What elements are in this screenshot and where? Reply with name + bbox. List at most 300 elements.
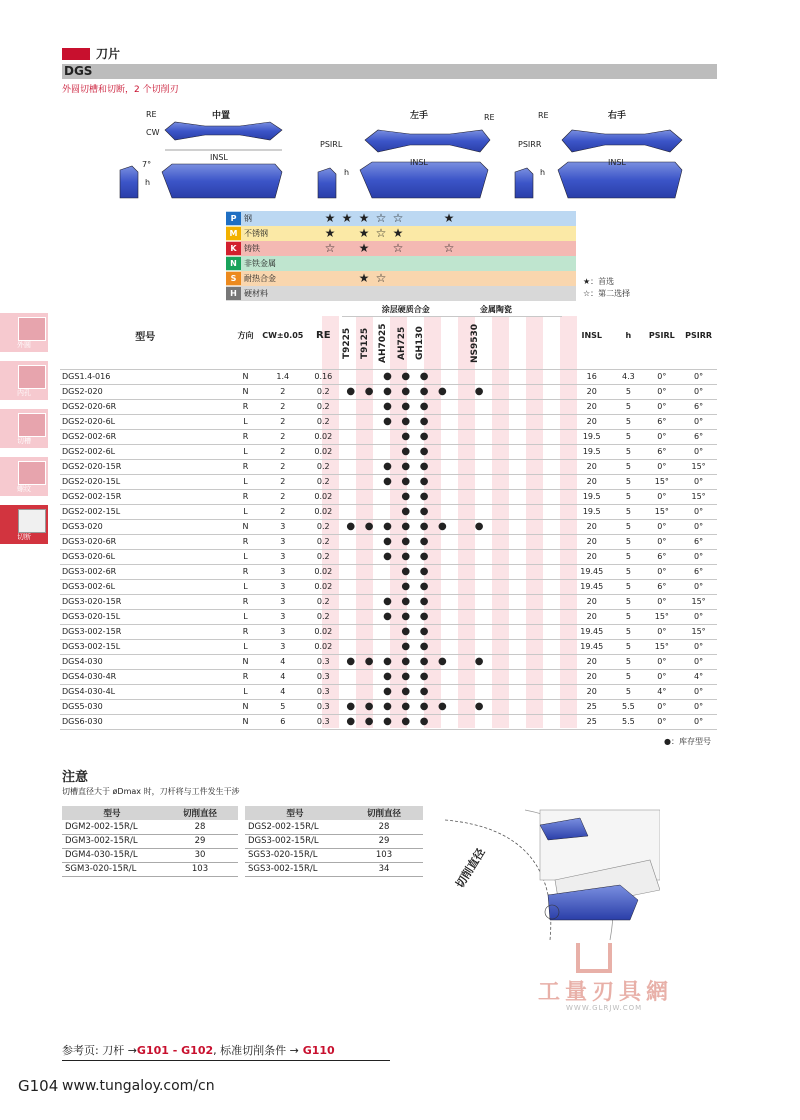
empty-cell [470, 414, 488, 429]
cell-re: 0.2 [305, 414, 342, 429]
cell-insl: 20 [570, 549, 613, 564]
empty-cell [360, 504, 378, 519]
empty-cell [470, 474, 488, 489]
cell-psirl: 15° [644, 639, 681, 654]
empty-cell [342, 414, 360, 429]
empty-cell [360, 579, 378, 594]
cell-psirr: 0° [680, 579, 717, 594]
stock-dot-icon: ● [397, 369, 415, 384]
cell-cw: 2 [261, 384, 305, 399]
sidetab-grooving[interactable]: 切槽 [0, 408, 48, 448]
note-model: DGS2-002-15R/L [245, 820, 345, 834]
cell-re: 0.2 [305, 594, 342, 609]
spacer-cell [562, 654, 571, 669]
cell-cw: 2 [261, 429, 305, 444]
note-row [245, 820, 423, 834]
cell-psirr: 0° [680, 609, 717, 624]
note-title: 注意 [62, 770, 89, 785]
empty-cell [452, 579, 470, 594]
cell-psirl: 0° [644, 384, 681, 399]
empty-cell [507, 669, 525, 684]
empty-cell [452, 519, 470, 534]
empty-cell [360, 369, 378, 384]
cell-model: DGS2-002-15L [60, 504, 230, 519]
cell-dir: R [230, 429, 260, 444]
note-model: DGM3-002-15R/L [62, 834, 162, 848]
cell-psirr: 6° [680, 399, 717, 414]
cell-dir: R [230, 669, 260, 684]
legend-second-choice: ☆：第二选择 [583, 289, 631, 298]
cell-h: 5 [613, 624, 643, 639]
table-row [60, 414, 717, 429]
cell-cw: 3 [261, 579, 305, 594]
legend-stock: ●：库存型号 [664, 737, 711, 746]
empty-cell [488, 669, 506, 684]
cell-psirl: 0° [644, 714, 681, 729]
stock-dot-icon: ● [415, 609, 433, 624]
empty-cell [507, 414, 525, 429]
stock-dot-icon: ● [470, 519, 488, 534]
cell-insl: 20 [570, 474, 613, 489]
empty-cell [488, 504, 506, 519]
cell-psirr: 0° [680, 519, 717, 534]
grade-header [543, 316, 561, 369]
empty-cell [488, 429, 506, 444]
empty-cell [488, 414, 506, 429]
empty-cell [543, 579, 561, 594]
empty-cell [543, 624, 561, 639]
cell-insl: 20 [570, 594, 613, 609]
cell-psirl: 0° [644, 429, 681, 444]
stock-dot-icon: ● [378, 699, 396, 714]
empty-cell [525, 444, 543, 459]
stock-dot-icon: ● [415, 549, 433, 564]
stock-dot-icon: ● [415, 534, 433, 549]
watermark-url: WWW.GLRJW.COM [566, 1004, 643, 1012]
cell-psirl: 0° [644, 489, 681, 504]
cell-dir: N [230, 519, 260, 534]
note-table-left: 型号 切削直径 DGM2-002-15R/L 28 DGM3-002-15R/L 29 DGM4-030-15R/L 30 SGM3-020-15R/L 103 [62, 806, 238, 877]
dim-h-left: h [344, 168, 350, 177]
stock-dot-icon: ● [415, 519, 433, 534]
note-model: SGS3-020-15R/L [245, 848, 345, 862]
cell-re: 0.2 [305, 384, 342, 399]
first-choice-star-icon: ★ [341, 211, 353, 225]
grade-header [342, 316, 360, 369]
empty-cell [433, 414, 451, 429]
empty-cell [543, 384, 561, 399]
cell-re: 0.2 [305, 459, 342, 474]
spacer-cell [562, 384, 571, 399]
spacer-cell [562, 504, 571, 519]
table-row [60, 504, 717, 519]
cell-cw: 2 [261, 504, 305, 519]
cell-cw: 2 [261, 459, 305, 474]
empty-cell [342, 609, 360, 624]
cell-model: DGS2-020 [60, 384, 230, 399]
cell-psirr: 4° [680, 669, 717, 684]
empty-cell [543, 564, 561, 579]
cell-psirl: 4° [644, 684, 681, 699]
empty-cell [543, 669, 561, 684]
note-row [245, 834, 423, 848]
empty-cell [342, 399, 360, 414]
section-title: 刀片 [96, 47, 121, 61]
empty-cell [525, 579, 543, 594]
cell-dir: N [230, 369, 260, 384]
empty-cell [525, 399, 543, 414]
stock-dot-icon: ● [415, 399, 433, 414]
workpiece-code: S [226, 272, 241, 285]
empty-cell [342, 429, 360, 444]
cell-psirr: 15° [680, 489, 717, 504]
empty-cell [543, 429, 561, 444]
spacer-cell [562, 459, 571, 474]
workpiece-name: 非铁金属 [244, 259, 276, 268]
cell-h: 5.5 [613, 714, 643, 729]
note-row [245, 862, 423, 876]
cell-re: 0.3 [305, 654, 342, 669]
empty-cell [433, 444, 451, 459]
spacer-cell [562, 369, 571, 384]
empty-cell [543, 519, 561, 534]
empty-cell [543, 609, 561, 624]
stock-dot-icon: ● [397, 684, 415, 699]
empty-cell [470, 684, 488, 699]
workpiece-code: N [226, 257, 241, 270]
cell-insl: 20 [570, 384, 613, 399]
workpiece-name: 耐热合金 [244, 274, 276, 283]
stock-dot-icon: ● [433, 384, 451, 399]
col-psirr: PSIRR [680, 303, 717, 369]
dim-insl-center: INSL [210, 153, 228, 162]
ref-link-conditions[interactable]: G110 [298, 1044, 335, 1057]
col-re: RE [305, 303, 342, 369]
cell-dir: N [230, 714, 260, 729]
cell-model: DGS3-002-15L [60, 639, 230, 654]
cell-psirl: 0° [644, 699, 681, 714]
cell-model: DGS4-030 [60, 654, 230, 669]
empty-cell [488, 684, 506, 699]
empty-cell [470, 624, 488, 639]
cell-psirr: 0° [680, 639, 717, 654]
cell-h: 5 [613, 549, 643, 564]
note-diameter: 29 [345, 834, 423, 848]
cell-model: DGS3-020-15R [60, 594, 230, 609]
stock-dot-icon: ● [397, 474, 415, 489]
empty-cell [507, 609, 525, 624]
empty-cell [378, 564, 396, 579]
cell-cw: 3 [261, 519, 305, 534]
cell-insl: 19.5 [570, 429, 613, 444]
empty-cell [452, 699, 470, 714]
cell-re: 0.02 [305, 579, 342, 594]
note-table-right: 型号 切削直径 DGS2-002-15R/L 28 DGS3-002-15R/L 29 SGS3-020-15R/L 103 SGS3-002-15R/L 34 [245, 806, 423, 877]
cell-insl: 19.5 [570, 489, 613, 504]
spacer-cell [562, 684, 571, 699]
empty-cell [360, 474, 378, 489]
empty-cell [433, 714, 451, 729]
stock-dot-icon: ● [433, 699, 451, 714]
empty-cell [378, 444, 396, 459]
empty-cell [543, 399, 561, 414]
cell-dir: L [230, 579, 260, 594]
cell-model: DGS3-002-6L [60, 579, 230, 594]
stock-dot-icon: ● [378, 549, 396, 564]
empty-cell [525, 489, 543, 504]
cell-dir: L [230, 609, 260, 624]
cell-h: 5 [613, 429, 643, 444]
dim-cw: CW [146, 128, 160, 137]
cell-h: 5 [613, 639, 643, 654]
grade-name: AH7025 [378, 322, 389, 363]
cell-model: DGS2-020-15L [60, 474, 230, 489]
stock-dot-icon: ● [360, 384, 378, 399]
workpiece-row [226, 286, 576, 301]
cell-h: 5 [613, 579, 643, 594]
spacer-cell [562, 714, 571, 729]
cell-cw: 3 [261, 549, 305, 564]
stock-dot-icon: ● [397, 504, 415, 519]
table-row [60, 654, 717, 669]
second-choice-star-icon: ☆ [375, 211, 387, 225]
empty-cell [488, 399, 506, 414]
empty-cell [378, 504, 396, 519]
stock-dot-icon: ● [415, 684, 433, 699]
grade-name: GH130 [414, 325, 425, 360]
empty-cell [543, 684, 561, 699]
insert-spec-table [60, 303, 717, 730]
empty-cell [543, 639, 561, 654]
site-url[interactable]: www.tungaloy.com/cn [62, 1078, 215, 1094]
second-choice-star-icon: ☆ [392, 211, 404, 225]
cell-psirr: 15° [680, 594, 717, 609]
cell-dir: N [230, 654, 260, 669]
col-model: 型号 [60, 303, 230, 369]
cell-psirr: 0° [680, 714, 717, 729]
cell-h: 5 [613, 474, 643, 489]
cell-psirl: 0° [644, 534, 681, 549]
cell-psirl: 0° [644, 399, 681, 414]
stock-dot-icon: ● [397, 714, 415, 729]
grade-header [452, 316, 470, 369]
cell-cw: 3 [261, 534, 305, 549]
stock-dot-icon: ● [360, 714, 378, 729]
empty-cell [452, 594, 470, 609]
cell-re: 0.02 [305, 429, 342, 444]
threading-icon [18, 461, 46, 485]
cell-insl: 19.45 [570, 639, 613, 654]
sidetab-threading[interactable]: 螺纹 [0, 456, 48, 496]
empty-cell [433, 369, 451, 384]
cell-insl: 20 [570, 534, 613, 549]
cell-psirr: 15° [680, 459, 717, 474]
spacer-cell [562, 519, 571, 534]
cell-psirr: 0° [680, 384, 717, 399]
empty-cell [525, 549, 543, 564]
empty-cell [452, 684, 470, 699]
cell-h: 5 [613, 654, 643, 669]
note-row [62, 834, 238, 848]
empty-cell [470, 564, 488, 579]
empty-cell [525, 369, 543, 384]
stock-dot-icon: ● [415, 414, 433, 429]
empty-cell [433, 684, 451, 699]
empty-cell [507, 384, 525, 399]
cell-re: 0.2 [305, 399, 342, 414]
grooving-icon [18, 413, 46, 437]
note-model: DGM4-030-15R/L [62, 848, 162, 862]
interference-diagram-label: 切削直径 [453, 846, 488, 891]
stock-dot-icon: ● [415, 474, 433, 489]
cell-cw: 3 [261, 639, 305, 654]
stock-dot-icon: ● [397, 579, 415, 594]
grade-header [433, 316, 451, 369]
empty-cell [452, 609, 470, 624]
stock-dot-icon: ● [397, 414, 415, 429]
cell-psirl: 6° [644, 444, 681, 459]
empty-cell [452, 384, 470, 399]
workpiece-name: 硬材料 [244, 289, 268, 298]
first-choice-star-icon: ★ [358, 271, 370, 285]
cell-psirr: 15° [680, 624, 717, 639]
cell-psirl: 0° [644, 459, 681, 474]
stock-dot-icon: ● [342, 654, 360, 669]
workpiece-row [226, 211, 576, 226]
cell-psirr: 0° [680, 549, 717, 564]
cell-cw: 3 [261, 564, 305, 579]
empty-cell [360, 444, 378, 459]
empty-cell [360, 639, 378, 654]
empty-cell [342, 444, 360, 459]
empty-cell [360, 549, 378, 564]
grade-name: NS9530 [469, 322, 480, 363]
ref-link-holders[interactable]: G101 - G102 [136, 1044, 214, 1057]
cell-psirr: 0° [680, 654, 717, 669]
cell-psirr: 6° [680, 534, 717, 549]
cell-psirr: 6° [680, 564, 717, 579]
cell-model: DGS3-002-15R [60, 624, 230, 639]
empty-cell [378, 624, 396, 639]
cell-psirl: 6° [644, 549, 681, 564]
second-choice-star-icon: ☆ [443, 241, 455, 255]
note-diameter: 28 [345, 820, 423, 834]
empty-cell [525, 504, 543, 519]
empty-cell [342, 489, 360, 504]
empty-cell [433, 459, 451, 474]
table-row [60, 549, 717, 564]
stock-dot-icon: ● [360, 654, 378, 669]
empty-cell [470, 429, 488, 444]
dim-re-left: RE [484, 113, 495, 122]
drawing-left-label: 左手 [410, 111, 429, 121]
cell-re: 0.3 [305, 699, 342, 714]
stock-dot-icon: ● [470, 654, 488, 669]
empty-cell [543, 714, 561, 729]
note-diameter: 103 [345, 848, 423, 862]
empty-cell [507, 714, 525, 729]
cell-insl: 25 [570, 714, 613, 729]
note-model: SGM3-020-15R/L [62, 862, 162, 876]
cell-h: 5 [613, 459, 643, 474]
cell-h: 5 [613, 519, 643, 534]
workpiece-row [226, 256, 576, 271]
stock-dot-icon: ● [342, 384, 360, 399]
cell-insl: 19.45 [570, 579, 613, 594]
cell-psirr: 0° [680, 699, 717, 714]
stock-dot-icon: ● [397, 489, 415, 504]
cell-insl: 19.5 [570, 504, 613, 519]
empty-cell [507, 369, 525, 384]
internal-turning-icon [18, 365, 46, 389]
cell-re: 0.02 [305, 624, 342, 639]
sidetab-internal[interactable]: 内孔 [0, 360, 48, 400]
cell-dir: R [230, 459, 260, 474]
empty-cell [433, 564, 451, 579]
note-diameter: 34 [345, 862, 423, 876]
cell-h: 5 [613, 399, 643, 414]
empty-cell [452, 489, 470, 504]
cell-psirr: 0° [680, 369, 717, 384]
cell-re: 0.2 [305, 549, 342, 564]
cell-model: DGS4-030-4L [60, 684, 230, 699]
cell-model: DGS5-030 [60, 699, 230, 714]
stock-dot-icon: ● [397, 699, 415, 714]
dim-psirr: PSIRR [518, 140, 542, 149]
grade-name: T9125 [359, 326, 370, 359]
table-row [60, 369, 717, 384]
stock-dot-icon: ● [397, 564, 415, 579]
cell-model: DGS3-020 [60, 519, 230, 534]
dim-re-right: RE [538, 111, 549, 120]
second-choice-star-icon: ☆ [392, 241, 404, 255]
workpiece-code: H [226, 287, 241, 300]
first-choice-star-icon: ★ [358, 211, 370, 225]
empty-cell [525, 564, 543, 579]
sidetab-external[interactable]: 外圆 [0, 312, 48, 352]
cell-h: 5 [613, 414, 643, 429]
sidetab-partoff[interactable]: 切断 [0, 504, 48, 544]
table-row [60, 684, 717, 699]
empty-cell [488, 609, 506, 624]
cell-re: 0.3 [305, 669, 342, 684]
spacer-cell [562, 699, 571, 714]
stock-dot-icon: ● [378, 474, 396, 489]
stock-dot-icon: ● [397, 669, 415, 684]
empty-cell [525, 624, 543, 639]
table-row [60, 639, 717, 654]
stock-dot-icon: ● [415, 579, 433, 594]
empty-cell [433, 579, 451, 594]
empty-cell [507, 504, 525, 519]
dim-h-right: h [540, 168, 546, 177]
empty-cell [525, 384, 543, 399]
note-row [62, 862, 238, 876]
stock-dot-icon: ● [470, 384, 488, 399]
table-row [60, 519, 717, 534]
empty-cell [507, 699, 525, 714]
empty-cell [507, 594, 525, 609]
stock-dot-icon: ● [415, 594, 433, 609]
stock-dot-icon: ● [470, 699, 488, 714]
cell-h: 5 [613, 594, 643, 609]
empty-cell [525, 474, 543, 489]
workpiece-code: K [226, 242, 241, 255]
empty-cell [543, 594, 561, 609]
cell-psirl: 0° [644, 519, 681, 534]
cell-psirl: 6° [644, 579, 681, 594]
cell-dir: L [230, 414, 260, 429]
